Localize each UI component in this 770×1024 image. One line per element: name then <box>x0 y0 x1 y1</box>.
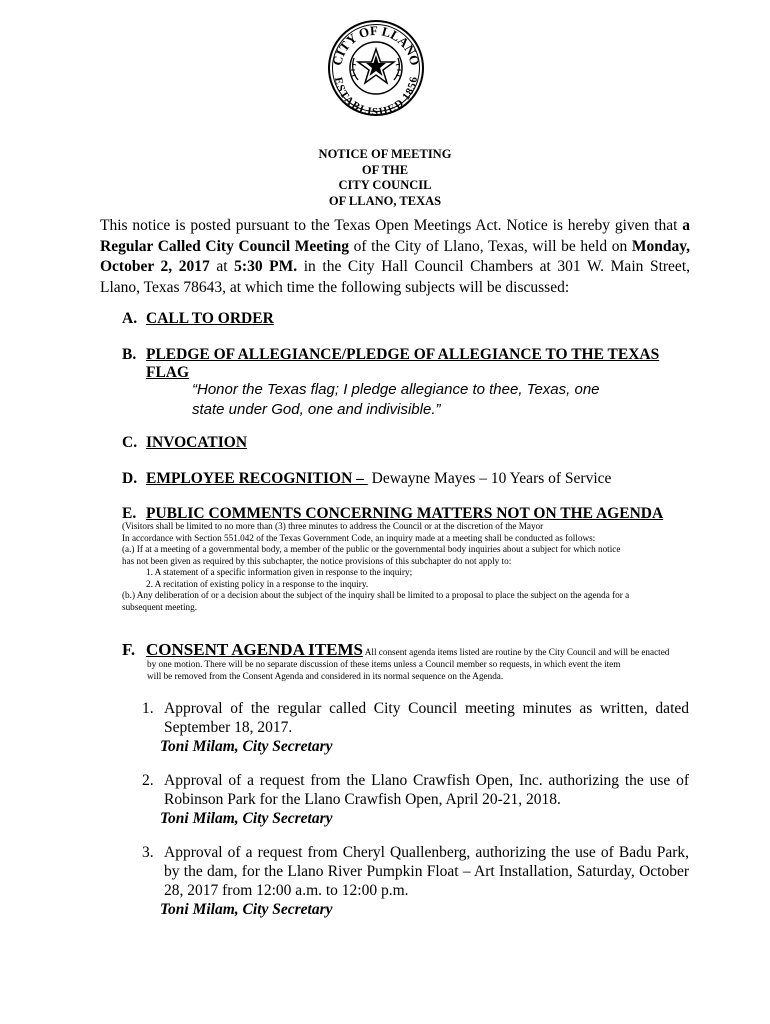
pledge-line: “Honor the Texas flag; I pledge allegiance to thee, Texas, one <box>192 381 600 398</box>
rule-line: In accordance with Section 551.042 of the Texas Government Code, an inquiry made at a meeting shall be conducted as follows: <box>122 532 596 543</box>
city-seal-logo <box>326 18 426 118</box>
consent-item <box>142 771 689 831</box>
section-letter: D. <box>122 470 138 487</box>
section-title: INVOCATION <box>146 434 248 451</box>
intro-text: at <box>209 258 235 275</box>
intro-text: This notice is posted pursuant to the Texas Open Meetings Act. Notice is hereby given that <box>100 217 683 234</box>
rule-line: (Visitors shall be limited to no more than (3) three minutes to address the Council or at the discretion of the Mayor <box>122 521 544 531</box>
heading-line: NOTICE OF MEETING <box>318 147 452 161</box>
section-b <box>122 345 659 364</box>
consent-desc: All consent agenda items listed are routine by the City Council and will be enacted <box>362 647 670 657</box>
section-letter: E. <box>122 505 137 522</box>
section-title: EMPLOYEE RECOGNITION – <box>146 470 368 487</box>
section-c <box>122 433 247 452</box>
rule-line: subsequent meeting. <box>122 601 198 612</box>
svg-text:ESTABLISHED 1856: ESTABLISHED 1856 <box>331 76 421 118</box>
item-number: 2. <box>142 772 154 789</box>
section-letter: C. <box>122 434 138 451</box>
item-text-block <box>160 843 689 919</box>
section-letter: B. <box>122 346 137 363</box>
consent-item <box>142 699 689 759</box>
section-d <box>122 469 611 488</box>
rule-line: (a.) If at a meeting of a governmental body, a member of the public or the governmental body inquiries about a subject for which notice <box>122 544 621 554</box>
item-responsible: Toni Milam, City Secretary <box>160 901 333 918</box>
intro-text: of the City of Llano, Texas, will be held on <box>348 237 632 255</box>
heading-line: CITY COUNCIL <box>338 178 432 192</box>
pledge-quote <box>192 380 600 420</box>
section-title: CONSENT AGENDA ITEMS <box>146 640 363 659</box>
item-number: 1. <box>142 700 154 717</box>
consent-item <box>142 843 689 923</box>
section-b-title-cont <box>146 363 189 382</box>
section-a <box>122 309 274 328</box>
meeting-type: a Regular Called City Council Meeting <box>100 217 690 255</box>
item-text-block <box>160 699 689 756</box>
public-comment-rules <box>122 521 692 613</box>
consent-desc-line: will be removed from the Consent Agenda and considered in its normal sequence on the Agenda. <box>147 670 504 681</box>
item-text-block <box>160 771 689 828</box>
consent-desc-line: by one motion. There will be no separate discussion of these items unless a Council member so requests, in which event the item <box>147 659 621 669</box>
meeting-time: 5:30 PM. <box>234 258 298 275</box>
meeting-date: Monday, October 2, 2017 <box>100 237 690 275</box>
rule-line: 1. A statement of a specific information given in response to the inquiry; <box>146 567 413 577</box>
rule-line: (b.) Any deliberation of or a decision about the subject of the inquiry shall be limited to a proposal to place the subject on the agenda for a <box>122 590 630 600</box>
rule-line: 2. A recitation of existing policy in a response to the inquiry. <box>146 578 369 589</box>
section-letter: F. <box>122 640 136 659</box>
consent-desc-cont <box>147 659 692 682</box>
section-title: CALL TO ORDER <box>146 310 274 327</box>
item-text: Approval of the regular called City Council meeting minutes as written, dated September 18, 2017. <box>164 700 689 736</box>
pledge-line: state under God, one and indivisible.” <box>192 401 441 418</box>
svg-text:CITY OF LLANO: CITY OF LLANO <box>329 22 423 67</box>
section-f <box>122 640 669 659</box>
intro-text: in the City Hall Council Chambers at 301 W. Main Street, Llano, Texas 78643, at which time the following subjects will be discussed: <box>100 258 690 296</box>
item-responsible: Toni Milam, City Secretary <box>160 810 333 827</box>
rule-line: has not been given as required by this subchapter, the notice provisions of this subchapter do not apply to: <box>122 555 512 566</box>
item-text: Approval of a request from Cheryl Quallenberg, authorizing the use of Badu Park, by the dam, for the Llano River Pumpkin Float – Art Installation, Saturday, October 28, 2017 from 12:00 a.m. to 12:00 p.m. <box>164 844 689 899</box>
notice-heading <box>0 147 770 209</box>
intro-paragraph <box>100 216 690 298</box>
heading-line: OF THE <box>361 162 409 177</box>
section-title: FLAG <box>146 364 190 381</box>
recognition-detail: Dewayne Mayes – 10 Years of Service <box>371 470 612 487</box>
heading-line: OF LLANO, TEXAS <box>328 193 442 208</box>
section-title: PLEDGE OF ALLEGIANCE/PLEDGE OF ALLEGIANCE TO THE TEXAS <box>146 346 660 363</box>
section-title: PUBLIC COMMENTS CONCERNING MATTERS NOT ON THE AGENDA <box>146 505 664 522</box>
item-text: Approval of a request from the Llano Crawfish Open, Inc. authorizing the use of Robinson Park for the Llano Crawfish Open, April 20-21, 2018. <box>164 772 689 808</box>
item-responsible: Toni Milam, City Secretary <box>160 738 333 755</box>
item-number: 3. <box>142 844 154 861</box>
section-letter: A. <box>122 310 138 327</box>
